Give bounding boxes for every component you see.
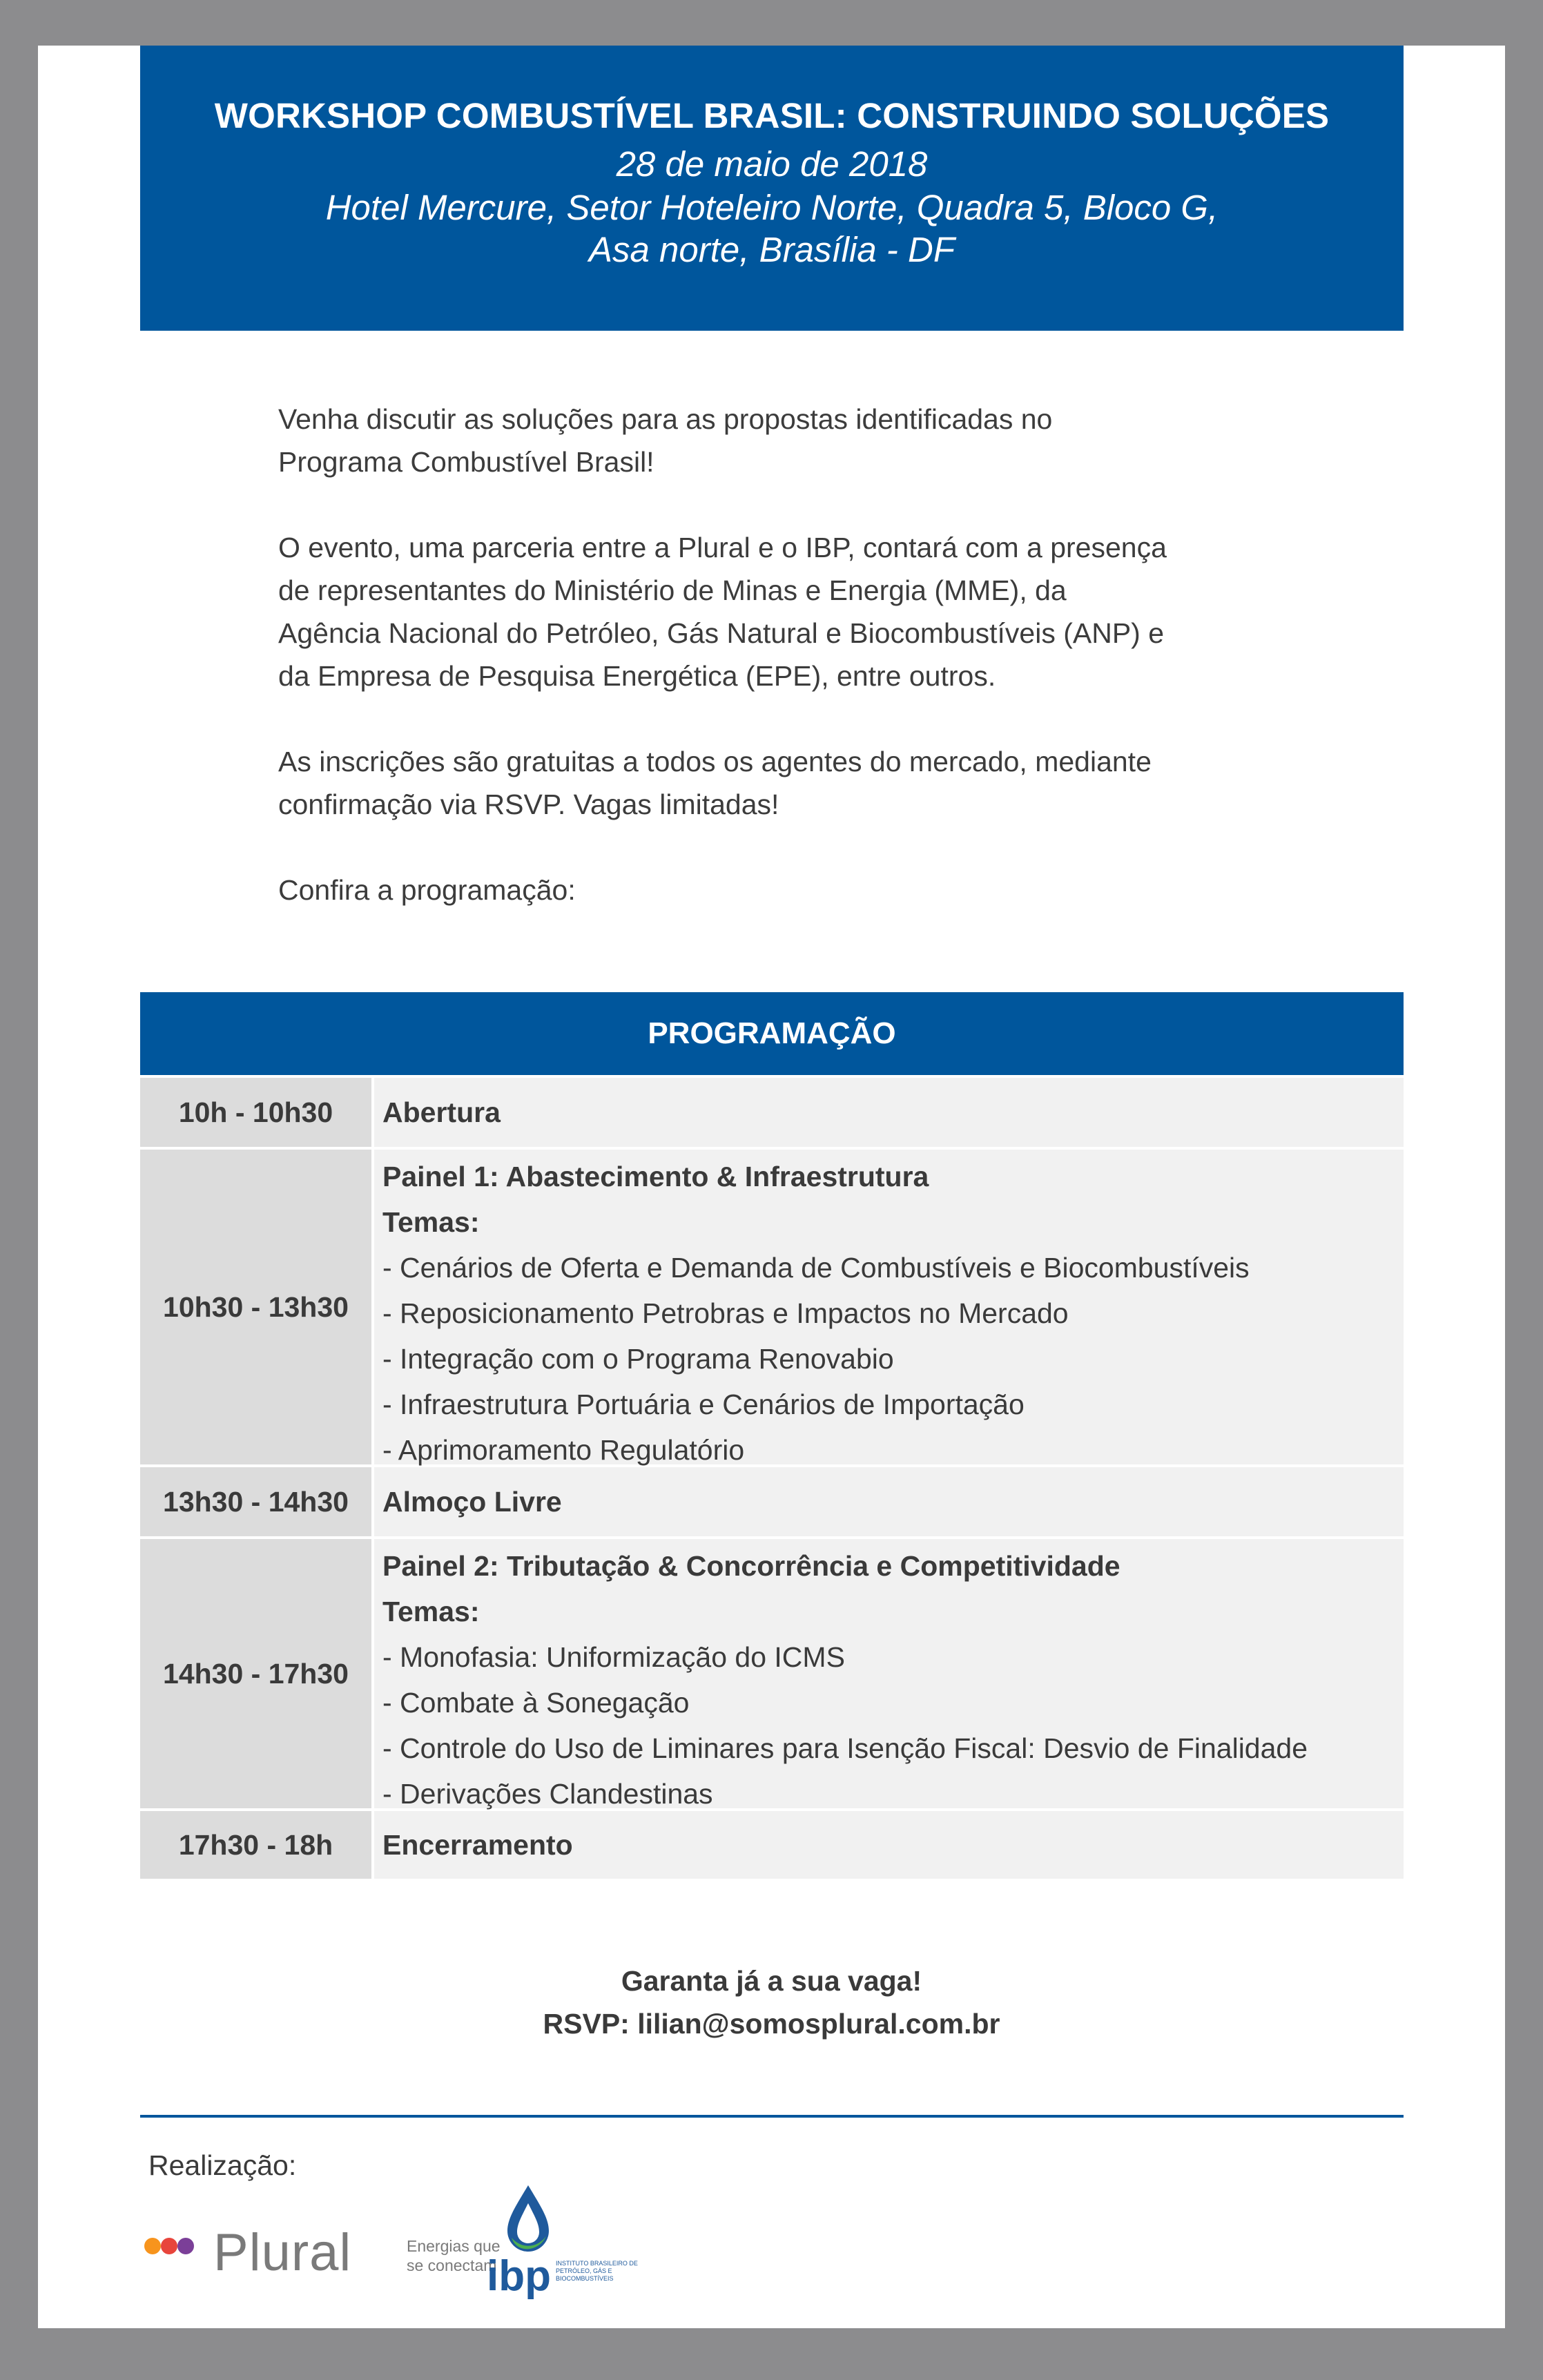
schedule-title: Encerramento xyxy=(374,1811,1404,1879)
ibp-subtitle: INSTITUTO BRASILEIRO DE PETRÓLEO, GÁS E BIOCOMBUSTÍVEIS xyxy=(556,2260,638,2282)
plural-wordmark: Plural xyxy=(213,2223,352,2282)
intro-line: O evento, uma parceria entre a Plural e o IBP, contará com a presença xyxy=(278,532,1167,563)
schedule-row xyxy=(140,1467,1404,1536)
event-venue-line2: Asa norte, Brasília - DF xyxy=(589,230,955,269)
intro-line: As inscrições são gratuitas a todos os agentes do mercado, mediante xyxy=(278,746,1152,777)
panel-title: Painel 2: Tributação & Concorrência e Competitividade xyxy=(382,1550,1120,1582)
intro-line: de representantes do Ministério de Minas e Energia (MME), da xyxy=(278,574,1067,606)
tema-item: - Monofasia: Uniformização do ICMS xyxy=(382,1641,845,1673)
event-header xyxy=(140,46,1404,331)
schedule-row xyxy=(140,1078,1404,1147)
temas-label: Temas: xyxy=(382,1596,480,1627)
intro-text xyxy=(278,398,1314,911)
schedule-row xyxy=(140,1811,1404,1879)
realizacao-label: Realização: xyxy=(148,2149,297,2181)
ibp-wordmark: ibp xyxy=(487,2252,551,2300)
tema-item: - Aprimoramento Regulatório xyxy=(382,1434,745,1466)
rsvp-email[interactable]: RSVP: lilian@somosplural.com.br xyxy=(543,2008,1000,2040)
plural-dot-icon xyxy=(161,2238,177,2254)
footer-divider xyxy=(140,2115,1404,2118)
schedule-row xyxy=(140,1150,1404,1464)
schedule-time: 14h30 - 17h30 xyxy=(140,1539,371,1808)
temas-label: Temas: xyxy=(382,1206,480,1238)
schedule-time: 13h30 - 14h30 xyxy=(140,1467,371,1536)
schedule-panel xyxy=(374,1150,1404,1464)
schedule-row xyxy=(140,1539,1404,1808)
tema-item: - Controle do Uso de Liminares para Isenção Fiscal: Desvio de Finalidade xyxy=(382,1732,1308,1764)
tema-item: - Combate à Sonegação xyxy=(382,1687,690,1719)
plural-dot-icon xyxy=(177,2238,194,2254)
plural-tagline-line: Energias que xyxy=(407,2237,501,2255)
tema-item: - Infraestrutura Portuária e Cenários de Importação xyxy=(382,1389,1025,1420)
schedule-time: 10h30 - 13h30 xyxy=(140,1150,371,1464)
tema-item: - Reposicionamento Petrobras e Impactos no Mercado xyxy=(382,1297,1069,1329)
intro-line: confirmação via RSVP. Vagas limitadas! xyxy=(278,789,779,820)
page xyxy=(38,46,1505,2328)
schedule-title: Almoço Livre xyxy=(374,1467,1404,1536)
event-date: 28 de maio de 2018 xyxy=(616,144,928,184)
schedule-panel xyxy=(374,1539,1404,1808)
event-venue-line1: Hotel Mercure, Setor Hoteleiro Norte, Quadra 5, Bloco G, xyxy=(325,188,1219,227)
schedule-title: Abertura xyxy=(374,1078,1404,1147)
schedule-time: 10h - 10h30 xyxy=(140,1078,371,1147)
cta-headline: Garanta já a sua vaga! xyxy=(621,1965,922,1997)
intro-line: Confira a programação: xyxy=(278,874,576,906)
tema-item: - Derivações Clandestinas xyxy=(382,1778,713,1810)
intro-line: Venha discutir as soluções para as propostas identificadas no xyxy=(278,403,1053,435)
tema-item: - Integração com o Programa Renovabio xyxy=(382,1343,894,1375)
plural-dot-icon xyxy=(144,2238,161,2254)
tema-item: - Cenários de Oferta e Demanda de Combustíveis e Biocombustíveis xyxy=(382,1252,1250,1284)
programacao-heading: PROGRAMAÇÃO xyxy=(140,992,1404,1075)
schedule-time: 17h30 - 18h xyxy=(140,1811,371,1879)
panel-title: Painel 1: Abastecimento & Infraestrutura xyxy=(382,1161,929,1192)
intro-line: Programa Combustível Brasil! xyxy=(278,446,654,478)
event-title: WORKSHOP COMBUSTÍVEL BRASIL: CONSTRUINDO SOLUÇÕES xyxy=(214,96,1330,135)
intro-line: Agência Nacional do Petróleo, Gás Natural e Biocombustíveis (ANP) e xyxy=(278,617,1165,649)
ibp-logo xyxy=(487,2183,638,2307)
plural-tagline-line: se conectam xyxy=(407,2256,497,2274)
intro-line: da Empresa de Pesquisa Energética (EPE), entre outros. xyxy=(278,660,996,692)
ibp-drop-icon xyxy=(487,2183,570,2258)
